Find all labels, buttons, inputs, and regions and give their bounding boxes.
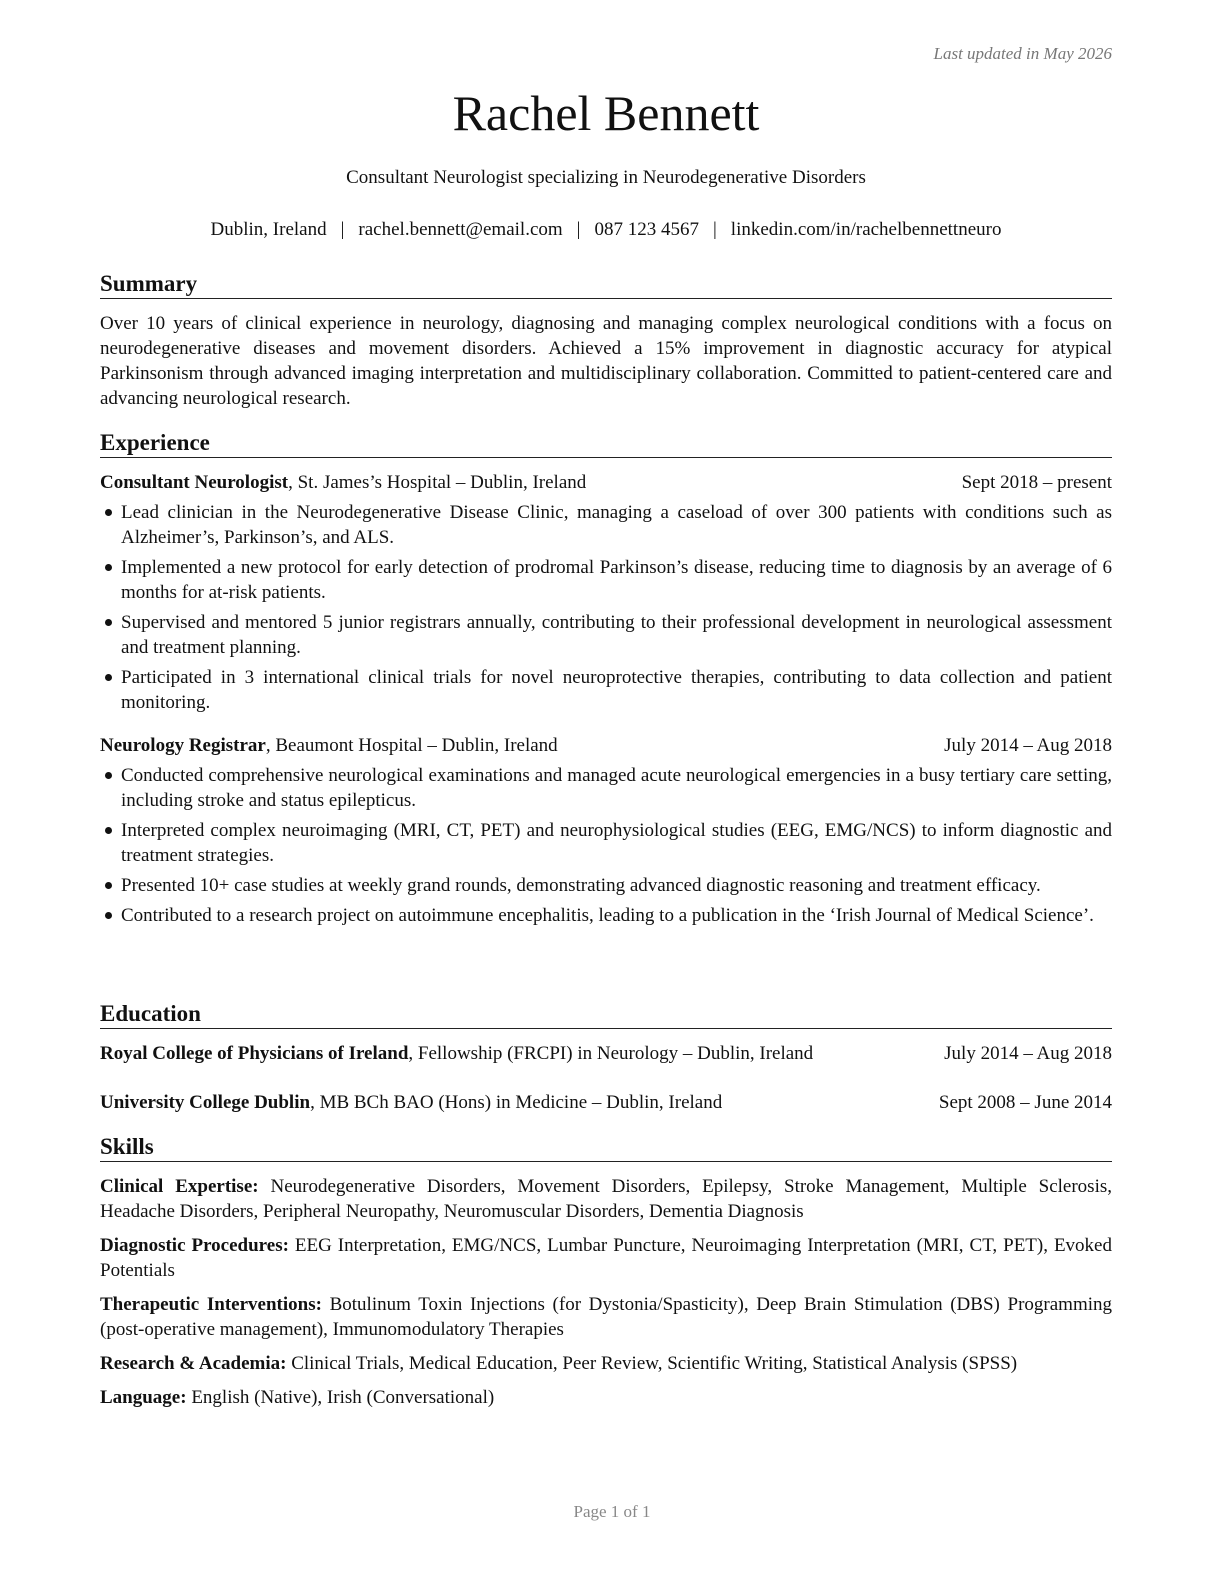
job-header	[100, 733, 1112, 758]
separator: |	[576, 219, 581, 240]
skill-label: Language:	[100, 1387, 187, 1408]
page-number: Page 1 of 1	[573, 1502, 651, 1521]
section-title: Skills	[100, 1134, 1112, 1162]
candidate-name: Rachel Bennett	[452, 85, 760, 141]
contact-email[interactable]: rachel.bennett@email.com	[358, 219, 563, 240]
section-title: Experience	[100, 430, 1112, 458]
list-item: Participated in 3 international clinical trials for novel neuroprotective therapies, contributing to data collection and patient monitoring.	[100, 665, 1112, 715]
education-school: University College Dublin	[100, 1092, 311, 1113]
summary-section	[100, 271, 1112, 411]
job-dates: July 2014 – Aug 2018	[944, 735, 1112, 756]
list-item: Interpreted complex neuroimaging (MRI, CT, PET) and neurophysiological studies (EEG, EMG/NCS) to inform diagnostic and treatment strategies.	[100, 818, 1112, 868]
contact-location: Dublin, Ireland	[210, 219, 327, 240]
skill-label: Diagnostic Procedures:	[100, 1235, 289, 1256]
education-entry	[100, 1090, 1112, 1115]
skill-line	[100, 1351, 1112, 1376]
education-entry	[100, 1041, 1112, 1066]
separator: |	[712, 219, 717, 240]
skill-text: English (Native), Irish (Conversational)	[186, 1387, 495, 1408]
job-entry	[100, 470, 1112, 715]
skill-line	[100, 1174, 1112, 1224]
skill-line	[100, 1385, 1112, 1410]
section-title: Summary	[100, 271, 1112, 299]
list-item: Lead clinician in the Neurodegenerative Disease Clinic, managing a caseload of over 300 patients with conditions such as Alzheimer’s, Parkinson’s, and ALS.	[100, 500, 1112, 550]
list-item: Presented 10+ case studies at weekly grand rounds, demonstrating advanced diagnostic reasoning and treatment efficacy.	[100, 873, 1112, 898]
education-dates: Sept 2008 – June 2014	[938, 1092, 1112, 1113]
job-role: Consultant Neurologist	[100, 472, 289, 493]
list-item: Conducted comprehensive neurological examinations and managed acute neurological emergencies in a busy tertiary care setting, including stroke and status epilepticus.	[100, 763, 1112, 813]
contact-line	[100, 219, 1112, 241]
skills-section	[100, 1134, 1112, 1419]
job-header	[100, 470, 1112, 495]
education-section	[100, 1001, 1112, 1115]
skill-label: Therapeutic Interventions:	[100, 1294, 322, 1315]
job-dates: Sept 2018 – present	[961, 472, 1112, 493]
experience-section	[100, 430, 1112, 933]
section-title: Education	[100, 1001, 1112, 1029]
skill-label: Research & Academia:	[100, 1353, 287, 1374]
job-place: , St. James’s Hospital – Dublin, Ireland	[288, 472, 587, 493]
skill-line	[100, 1292, 1112, 1342]
summary-text: Over 10 years of clinical experience in neurology, diagnosing and managing complex neurological conditions with a focus on neurodegenerative diseases and movement disorders. Achieved a 15% improvement in diagnostic accuracy for atypical Parkinsonism through advanced imaging interpretation and multidisciplinary collaboration. Committed to patient-centered care and advancing neurological research.	[100, 313, 1112, 409]
skill-text: EEG Interpretation, EMG/NCS, Lumbar Puncture, Neuroimaging Interpretation (MRI, CT, PET), Evoked Potentials	[100, 1235, 1112, 1281]
job-entry	[100, 733, 1112, 928]
headline: Consultant Neurologist specializing in Neurodegenerative Disorders	[346, 167, 866, 188]
education-dates: July 2014 – Aug 2018	[944, 1043, 1112, 1064]
skill-text: Clinical Trials, Medical Education, Peer Review, Scientific Writing, Statistical Analysis (SPSS)	[286, 1353, 1018, 1374]
education-detail: , Fellowship (FRCPI) in Neurology – Dublin, Ireland	[408, 1043, 814, 1064]
skill-label: Clinical Expertise:	[100, 1176, 259, 1197]
list-item: Supervised and mentored 5 junior registrars annually, contributing to their professional development in neurological assessment and treatment planning.	[100, 610, 1112, 660]
list-item: Implemented a new protocol for early detection of prodromal Parkinson’s disease, reducing time to diagnosis by an average of 6 months for at-risk patients.	[100, 555, 1112, 605]
job-place: , Beaumont Hospital – Dublin, Ireland	[265, 735, 558, 756]
separator: |	[340, 219, 345, 240]
contact-linkedin[interactable]: linkedin.com/in/rachelbennettneuro	[730, 219, 1002, 240]
job-bullets	[100, 763, 1112, 928]
last-updated: Last updated in May 2026	[933, 44, 1112, 63]
education-school: Royal College of Physicians of Ireland	[100, 1043, 409, 1064]
contact-phone: 087 123 4567	[594, 219, 699, 240]
skill-text: Botulinum Toxin Injections (for Dystonia/Spasticity), Deep Brain Stimulation (DBS) Programming (post-operative management), Immunomodulatory Therapies	[100, 1294, 1113, 1340]
skill-text: Neurodegenerative Disorders, Movement Disorders, Epilepsy, Stroke Management, Multiple Sclerosis, Headache Disorders, Peripheral Neuropathy, Neuromuscular Disorders, Dementia Diagnosis	[100, 1176, 1112, 1222]
education-detail: , MB BCh BAO (Hons) in Medicine – Dublin, Ireland	[310, 1092, 723, 1113]
list-item: Contributed to a research project on autoimmune encephalitis, leading to a publication in the ‘Irish Journal of Medical Science’.	[100, 903, 1112, 928]
skill-line	[100, 1233, 1112, 1283]
job-bullets	[100, 500, 1112, 715]
job-role: Neurology Registrar	[100, 735, 266, 756]
